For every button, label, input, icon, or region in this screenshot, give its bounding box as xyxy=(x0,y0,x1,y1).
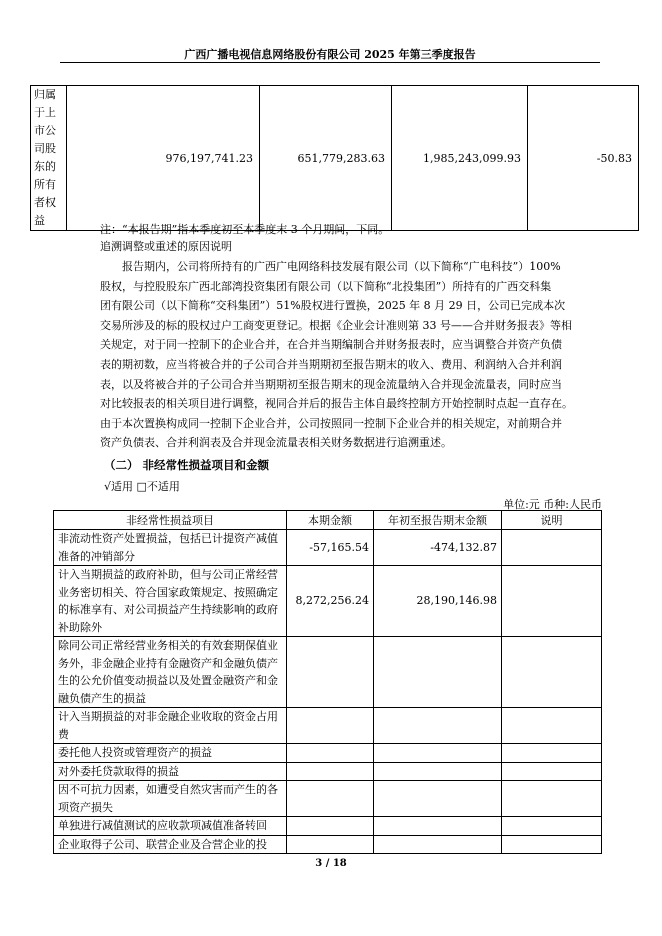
table-row xyxy=(54,744,602,763)
header-current: 本期金额 xyxy=(287,511,374,530)
restatement-paragraph-line-10: 资产负债表、合并利润表及合并现金流量表相关财务数据进行追溯重述。 xyxy=(100,436,452,450)
table-cell-current xyxy=(287,744,374,763)
table-cell-ytd: -474,132.87 xyxy=(374,530,502,566)
table-header-row xyxy=(54,511,602,530)
table-cell-ytd xyxy=(374,781,502,817)
equity-value-prior: 651,779,283.63 xyxy=(260,86,392,231)
equity-value-change-pct: -50.83 xyxy=(528,86,639,231)
equity-value-current: 976,197,741.23 xyxy=(67,86,260,231)
table-cell-note xyxy=(502,817,602,836)
table-cell-current: 8,272,256.24 xyxy=(287,566,374,637)
header-note: 说明 xyxy=(502,511,602,530)
applicable-checkbox: √适用 □不适用 xyxy=(104,480,180,493)
restatement-paragraph-line-7: 表，以及将被合并的子公司合并当期期初至报告期末的现金流量纳入合并现金流量表，同时应当 xyxy=(100,377,562,391)
table-cell-item: 计入当期损益的政府补助，但与公司正常经营业务密切相关、符合国家政策规定、按照确定的标准享有、对公司损益产生持续影响的政府补助除外 xyxy=(54,566,287,637)
row-label-fragment: 司股 xyxy=(34,142,56,155)
header-item: 非经常性损益项目 xyxy=(54,511,287,530)
table-cell-ytd: 28,190,146.98 xyxy=(374,566,502,637)
restatement-paragraph-line-5: 关规定，对于同一控制下的企业合并，在合并当期编制合并财务报表时，应当调整合并资产负债 xyxy=(100,338,562,352)
note-period-definition: 注：“本报告期”指本季度初至本季度末 3 个月期间，下同。 xyxy=(100,223,390,236)
table-row xyxy=(54,566,602,637)
row-label-fragment: 益 xyxy=(34,214,45,227)
row-label-fragment: 归属 xyxy=(34,88,56,101)
table-cell-item: 委托他人投资或管理资产的损益 xyxy=(54,744,287,763)
row-label-fragment: 所有 xyxy=(34,178,56,191)
table-cell-current xyxy=(287,835,374,854)
table-cell-current xyxy=(287,762,374,781)
non-recurring-items-table xyxy=(53,510,602,854)
table-row xyxy=(54,530,602,566)
table-cell-note xyxy=(502,781,602,817)
table-row xyxy=(31,86,639,231)
table-cell-note xyxy=(502,708,602,744)
header-ytd: 年初至报告期末金额 xyxy=(374,511,502,530)
table-cell-item: 对外委托贷款取得的损益 xyxy=(54,762,287,781)
table-row xyxy=(54,835,602,854)
table-cell-note xyxy=(502,762,602,781)
table-cell-item: 非流动性资产处置损益，包括已计提资产减值准备的冲销部分 xyxy=(54,530,287,566)
table-cell-current xyxy=(287,708,374,744)
table-cell-item: 除同公司正常经营业务相关的有效套期保值业务外，非金融企业持有金融资产和金融负债产生的公允价值变动损益以及处置金融资产和金融负债产生的损益 xyxy=(54,637,287,708)
header-divider xyxy=(60,62,600,63)
restatement-paragraph-line-4: 交易所涉及的标的股权过户工商变更登记。根据《企业会计准则第 33 号——合并财务报表》等相 xyxy=(100,318,572,332)
row-label-fragment: 于上 xyxy=(34,106,56,119)
table-row xyxy=(54,817,602,836)
table-cell-ytd xyxy=(374,817,502,836)
report-header-title: 广西广播电视信息网络股份有限公司 2025 年第三季度报告 xyxy=(184,48,476,61)
table-cell-note xyxy=(502,744,602,763)
equity-table xyxy=(30,85,639,231)
restatement-paragraph-line-1: 报告期内，公司将所持有的广西广电网络科技发展有限公司（以下简称“广电科技”）100% xyxy=(122,260,561,273)
table-cell-note xyxy=(502,566,602,637)
table-cell-current xyxy=(287,781,374,817)
row-label-fragment: 东的 xyxy=(34,160,56,173)
row-label-fragment: 者权 xyxy=(34,196,56,209)
table-row xyxy=(54,637,602,708)
currency-unit: 单位:元 币种:人民币 xyxy=(503,498,602,511)
table-cell-ytd xyxy=(374,835,502,854)
note-restatement-heading: 追溯调整或重述的原因说明 xyxy=(100,240,232,253)
section-title: （二） 非经常性损益项目和金额 xyxy=(104,458,270,472)
table-cell-ytd xyxy=(374,637,502,708)
equity-row-label xyxy=(31,86,67,231)
table-cell-note xyxy=(502,637,602,708)
table-cell-current xyxy=(287,817,374,836)
table-row xyxy=(54,781,602,817)
table-cell-note xyxy=(502,835,602,854)
equity-value-adjusted: 1,985,243,099.93 xyxy=(392,86,528,231)
table-cell-item: 因不可抗力因素，如遭受自然灾害而产生的各项资产损失 xyxy=(54,781,287,817)
table-cell-ytd xyxy=(374,762,502,781)
table-cell-item: 计入当期损益的对非金融企业收取的资金占用费 xyxy=(54,708,287,744)
table-cell-ytd xyxy=(374,708,502,744)
table-cell-ytd xyxy=(374,744,502,763)
table-row xyxy=(54,708,602,744)
restatement-paragraph-line-9: 由于本次置换构成同一控制下企业合并，公司按照同一控制下企业合并的相关规定，对前期合并 xyxy=(100,416,562,430)
row-label-fragment: 市公 xyxy=(34,124,56,137)
table-cell-note xyxy=(502,530,602,566)
table-cell-item: 企业取得子公司、联营企业及合营企业的投 xyxy=(54,835,287,854)
table-row xyxy=(54,762,602,781)
restatement-paragraph-line-8: 对比较报表的相关项目进行调整，视同合并后的报告主体自最终控制方开始控制时点起一直存在。 xyxy=(100,397,573,411)
restatement-paragraph-line-3: 团有限公司（以下简称“交科集团”）51%股权进行置换，2025 年 8 月 29 日，公司已完成本次 xyxy=(100,299,566,313)
restatement-paragraph-line-2: 股权，与控股股东广西北部湾投资集团有限公司（以下简称“北投集团”）所持有的广西交科集 xyxy=(100,279,552,293)
table-cell-current: -57,165.54 xyxy=(287,530,374,566)
table-cell-item: 单独进行减值测试的应收款项减值准备转回 xyxy=(54,817,287,836)
restatement-paragraph-line-6: 表的期初数，应当将被合并的子公司合并当期期初至报告期末的收入、费用、利润纳入合并利润 xyxy=(100,358,562,371)
page-number: 3 / 18 xyxy=(315,858,347,869)
table-cell-current xyxy=(287,637,374,708)
